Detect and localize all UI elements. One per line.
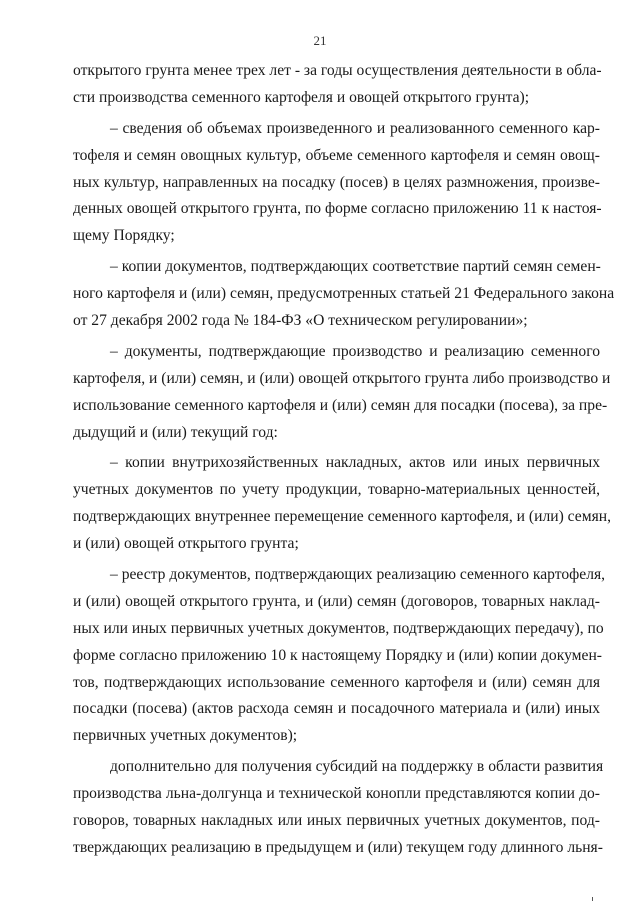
text-line: от 27 декабря 2002 года № 184-ФЗ «О техническом регулировании»; <box>73 312 528 330</box>
text-line: тов, подтверждающих использование семенного картофеля и (или) семян для <box>73 673 600 691</box>
text-line: производства льна-долгунца и технической конопли представляются копии до- <box>73 785 600 803</box>
text-line: учетных документов по учету продукции, товарно-материальных ценностей, <box>73 481 600 499</box>
text-line: дополнительно для получения субсидий на поддержку в области развития <box>110 758 604 776</box>
text-line: ного картофеля и (или) семян, предусмотренных статьей 21 Федерального закона <box>73 285 615 303</box>
document-body <box>73 58 615 862</box>
text-line: посадки (посева) (актов расхода семян и посадочного материала и (или) иных <box>73 700 600 718</box>
text-line: – реестр документов, подтверждающих реализацию семенного картофеля, <box>110 566 606 584</box>
text-line: ных или иных первичных учетных документов, подтверждающих передачу), по <box>73 619 604 637</box>
text-line: тофеля и семян овощных культур, объеме семенного картофеля и семян овощ- <box>73 146 600 164</box>
text-line: подтверждающих внутреннее перемещение семенного картофеля, и (или) семян, <box>73 508 611 526</box>
text-line: – копии документов, подтверждающих соответствие партий семян семен- <box>110 258 601 276</box>
text-line: – документы, подтверждающие производство и реализацию семенного <box>110 342 600 360</box>
text-line: тверждающих реализацию в предыдущем и (или) текущем году длинного льня- <box>73 838 603 856</box>
text-line: картофеля, и (или) семян, и (или) овощей открытого грунта либо производство и <box>73 369 611 387</box>
text-line: и (или) овощей открытого грунта, и (или) семян (договоров, товарных наклад- <box>73 592 600 610</box>
page-number: 21 <box>313 33 327 48</box>
text-line: открытого грунта менее трех лет - за годы осуществления деятельности в обла- <box>73 62 602 79</box>
text-line: – копии внутрихозяйственных накладных, актов или иных первичных <box>110 454 600 472</box>
text-line: форме согласно приложению 10 к настоящему Порядку и (или) копии докумен- <box>73 646 602 664</box>
text-line: денных овощей открытого грунта, по форме согласно приложению 11 к настоя- <box>73 200 602 218</box>
text-line: дыдущий и (или) текущий год: <box>73 423 278 441</box>
text-line: сти производства семенного картофеля и овощей открытого грунта); <box>73 88 530 106</box>
text-line: использование семенного картофеля и (или) семян для посадки (посева), за пре- <box>73 396 608 414</box>
text-line: ных культур, направленных на посадку (посев) в целях размножения, произве- <box>73 173 600 191</box>
text-line: говоров, товарных накладных или иных первичных учетных документов, под- <box>73 812 600 830</box>
text-line: первичных учетных документов); <box>73 727 298 745</box>
text-line: щему Порядку; <box>73 227 175 245</box>
scan-artifact <box>592 897 593 901</box>
text-line: – сведения об объемах произведенного и реализованного семенного кар- <box>110 119 600 137</box>
text-line: и (или) овощей открытого грунта; <box>73 535 299 553</box>
